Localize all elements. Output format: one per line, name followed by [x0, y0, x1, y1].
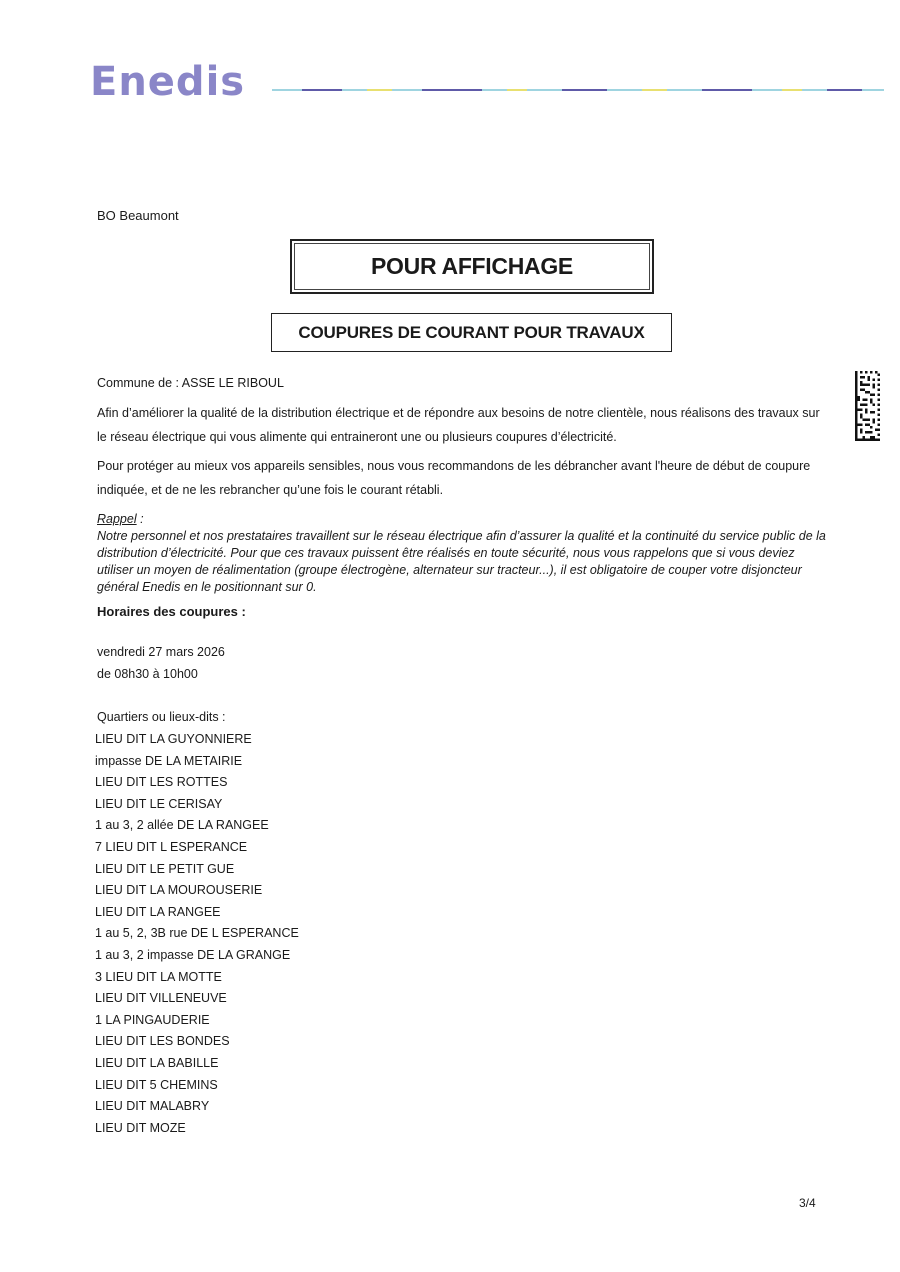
schedule-heading: Horaires des coupures : — [97, 604, 246, 619]
list-item: LIEU DIT MOZE — [95, 1120, 186, 1135]
list-item: 3 LIEU DIT LA MOTTE — [95, 969, 222, 984]
notice-title-box — [290, 239, 654, 294]
rappel-label-suffix: : — [136, 512, 144, 526]
list-item: LIEU DIT 5 CHEMINS — [95, 1077, 218, 1092]
notice-subtitle-box — [271, 313, 672, 352]
list-item: 1 au 3, 2 allée DE LA RANGEE — [95, 818, 269, 833]
outage-date: vendredi 27 mars 2026 — [97, 645, 225, 659]
office-name: BO Beaumont — [97, 208, 179, 223]
list-item: 1 LA PINGAUDERIE — [95, 1012, 210, 1027]
list-item: LIEU DIT VILLENEUVE — [95, 991, 227, 1006]
commune-line: Commune de : ASSE LE RIBOUL — [97, 376, 284, 390]
rappel-section — [97, 511, 827, 596]
list-item: LIEU DIT LE PETIT GUE — [95, 861, 235, 876]
notice-title: POUR AFFICHAGE — [371, 253, 573, 279]
enedis-logo — [90, 58, 265, 102]
list-item: LIEU DIT LA BABILLE — [95, 1055, 219, 1070]
list-item: LIEU DIT LA GUYONNIERE — [95, 732, 252, 746]
quartiers-label: Quartiers ou lieux-dits : — [97, 710, 226, 724]
list-item: LIEU DIT LE CERISAY — [95, 796, 223, 811]
enedis-logo-text: Enedis — [90, 59, 246, 102]
list-item: impasse DE LA METAIRIE — [95, 753, 243, 768]
list-item: LIEU DIT LES BONDES — [95, 1034, 230, 1049]
list-item: 1 au 5, 2, 3B rue DE L ESPERANCE — [95, 926, 299, 941]
rappel-text: Notre personnel et nos prestataires travaillent sur le réseau électrique afin d’assurer la qualité et la continuité du service public de la distribution d’électricité. Pour que ces travaux puissent être réalisés en toute sécurité, nous vous rappelons que si vous deviez utiliser un moyen de réalimentation (groupe électrogène, alternateur sur tracteur...), il est obligatoire de couper votre disjoncteur général Enedis en le positionnant sur 0. — [97, 529, 826, 594]
intro-paragraph: Afin d’améliorer la qualité de la distribution électrique et de répondre aux besoins de notre clientèle, nous réalisons des travaux sur le réseau électrique qui vous alimente qui entraineront une ou plusieurs coupures d’électricité. — [97, 406, 820, 444]
list-item: LIEU DIT LES ROTTES — [95, 775, 228, 790]
list-item: 7 LIEU DIT L ESPERANCE — [95, 839, 248, 854]
list-item: LIEU DIT MALABRY — [95, 1099, 210, 1114]
enedis-logo-graphic — [90, 58, 265, 102]
notice-subtitle: COUPURES DE COURANT POUR TRAVAUX — [298, 322, 645, 342]
advice-paragraph: Pour protéger au mieux vos appareils sensibles, nous vous recommandons de les débrancher avant l'heure de début de coupure indiquée, et de ne les rebrancher qu’une fois le courant rétabli. — [97, 459, 811, 497]
list-item: 1 au 3, 2 impasse DE LA GRANGE — [95, 947, 291, 962]
list-item: LIEU DIT LA RANGEE — [95, 904, 221, 919]
page-number: 3/4 — [799, 1196, 816, 1210]
outage-hours: de 08h30 à 10h00 — [97, 667, 198, 681]
list-item: LIEU DIT LA MOUROUSERIE — [95, 883, 263, 898]
datamatrix-code — [855, 371, 880, 441]
quartiers-list — [95, 731, 299, 1141]
rappel-label: Rappel — [97, 512, 137, 526]
header-divider — [272, 88, 884, 92]
